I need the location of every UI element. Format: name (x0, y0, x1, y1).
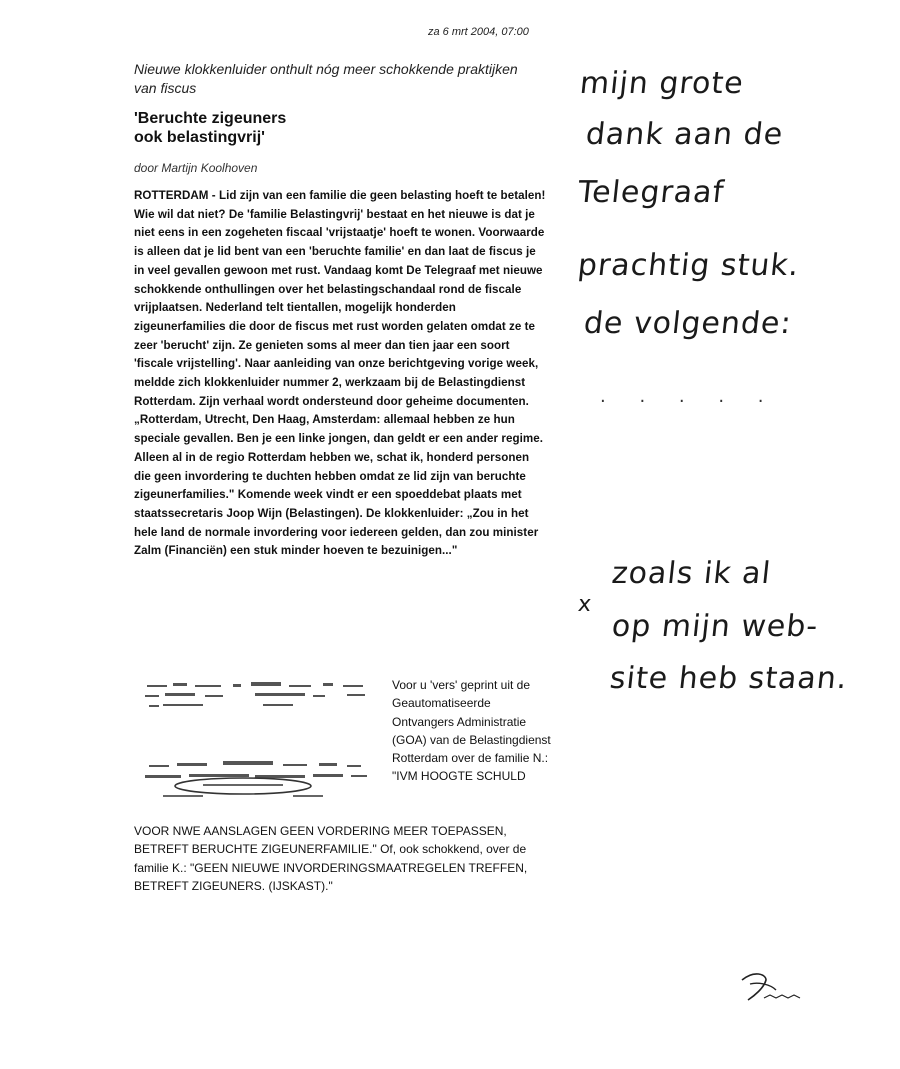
handwritten-note-line: de volgende: (582, 306, 794, 341)
handwritten-dots: . . . . . (600, 386, 778, 407)
headline-line-2: ook belastingvrij' (134, 129, 265, 146)
article-dateline: za 6 mrt 2004, 07:00 (428, 26, 529, 38)
article-kicker: Nieuwe klokkenluider onthult nóg meer schokkende praktijken van fiscus (134, 61, 518, 96)
handwritten-note-line: op mijn web- (610, 609, 821, 644)
handwritten-note-line: site heb staan. (608, 661, 850, 696)
handwritten-note-line: Telegraaf (576, 175, 727, 210)
image-caption: Voor u 'vers' geprint uit de Geautomatiseerde Ontvangers Administratie (GOA) van de Belastingdienst Rotterdam over de familie N.: "IVM HOOGTE SCHULD (392, 678, 551, 784)
handwritten-note-line: mijn grote (578, 66, 746, 101)
handwritten-note-line: prachtig stuk. (576, 248, 802, 283)
article-headline (134, 109, 454, 147)
handwritten-signature (736, 966, 816, 1006)
handwritten-x-mark: x (576, 592, 594, 617)
image-caption-continued: VOOR NWE AANSLAGEN GEEN VORDERING MEER TOEPASSEN, BETREFT BERUCHTE ZIGEUNERFAMILIE." Of, ook schokkend, over de familie K.: "GEEN NIEUWE INVORDERINGSMAATREGELEN TREFFEN, BETREFT ZIGEUNERS. (IJSKAST)." (134, 824, 528, 893)
handwritten-note-line: zoals ik al (610, 556, 773, 591)
article-byline: door Martijn Koolhoven (134, 161, 258, 175)
article-body: ROTTERDAM - Lid zijn van een familie die geen belasting hoeft te betalen! Wie wil dat niet? De 'familie Belastingvrij' bestaat en het nieuwe is dat je niet eens in een zogeheten fiscaal 'vrijstaatje' hoeft te wonen. Voorwaarde is alleen dat je lid bent van een 'beruchte familie' en dan laat de fiscus je in veel gevallen gewoon met rust. Vandaag komt De Telegraaf met nieuwe schokkende onthullingen over het belastingschandaal rond de fiscale vrijplaatsen. Nederland telt tientallen, mogelijk honderden zigeunerfamilies die door de fiscus met rust worden gelaten omdat ze te zeer 'berucht' zijn. Ze genieten soms al meer dan tien jaar een soort 'fiscale vrijstelling'. Naar aanleiding van onze berichtgeving vorige week, meldde zich klokkenluider nummer 2, werkzaam bij de Belastingdienst Rotterdam. Zijn verhaal wordt ondersteund door geheime documenten. „Rotterdam, Utrecht, Den Haag, Amsterdam: allemaal hebben ze hun speciale gevallen. Ben je een linke jongen, dan geldt er een ander regime. Alleen al in de regio Rotterdam hebben we, schat ik, honderd personen die geen invordering te duchten hebben omdat ze lid zijn van beruchte zigeunerfamilies." Komende week vindt er een spoeddebat plaats met staatssecretaris Joop Wijn (Belastingen). De klokkenluider: „Zou in het hele land de normale invordering voor iedereen gelden, dan zou minister Zalm (Financiën) een stuk minder hoeven te bezuinigen..." (134, 189, 546, 558)
headline-line-1: 'Beruchte zigeuners (134, 110, 287, 127)
printout-image (143, 677, 371, 805)
handwritten-note-line: dank aan de (584, 117, 786, 152)
